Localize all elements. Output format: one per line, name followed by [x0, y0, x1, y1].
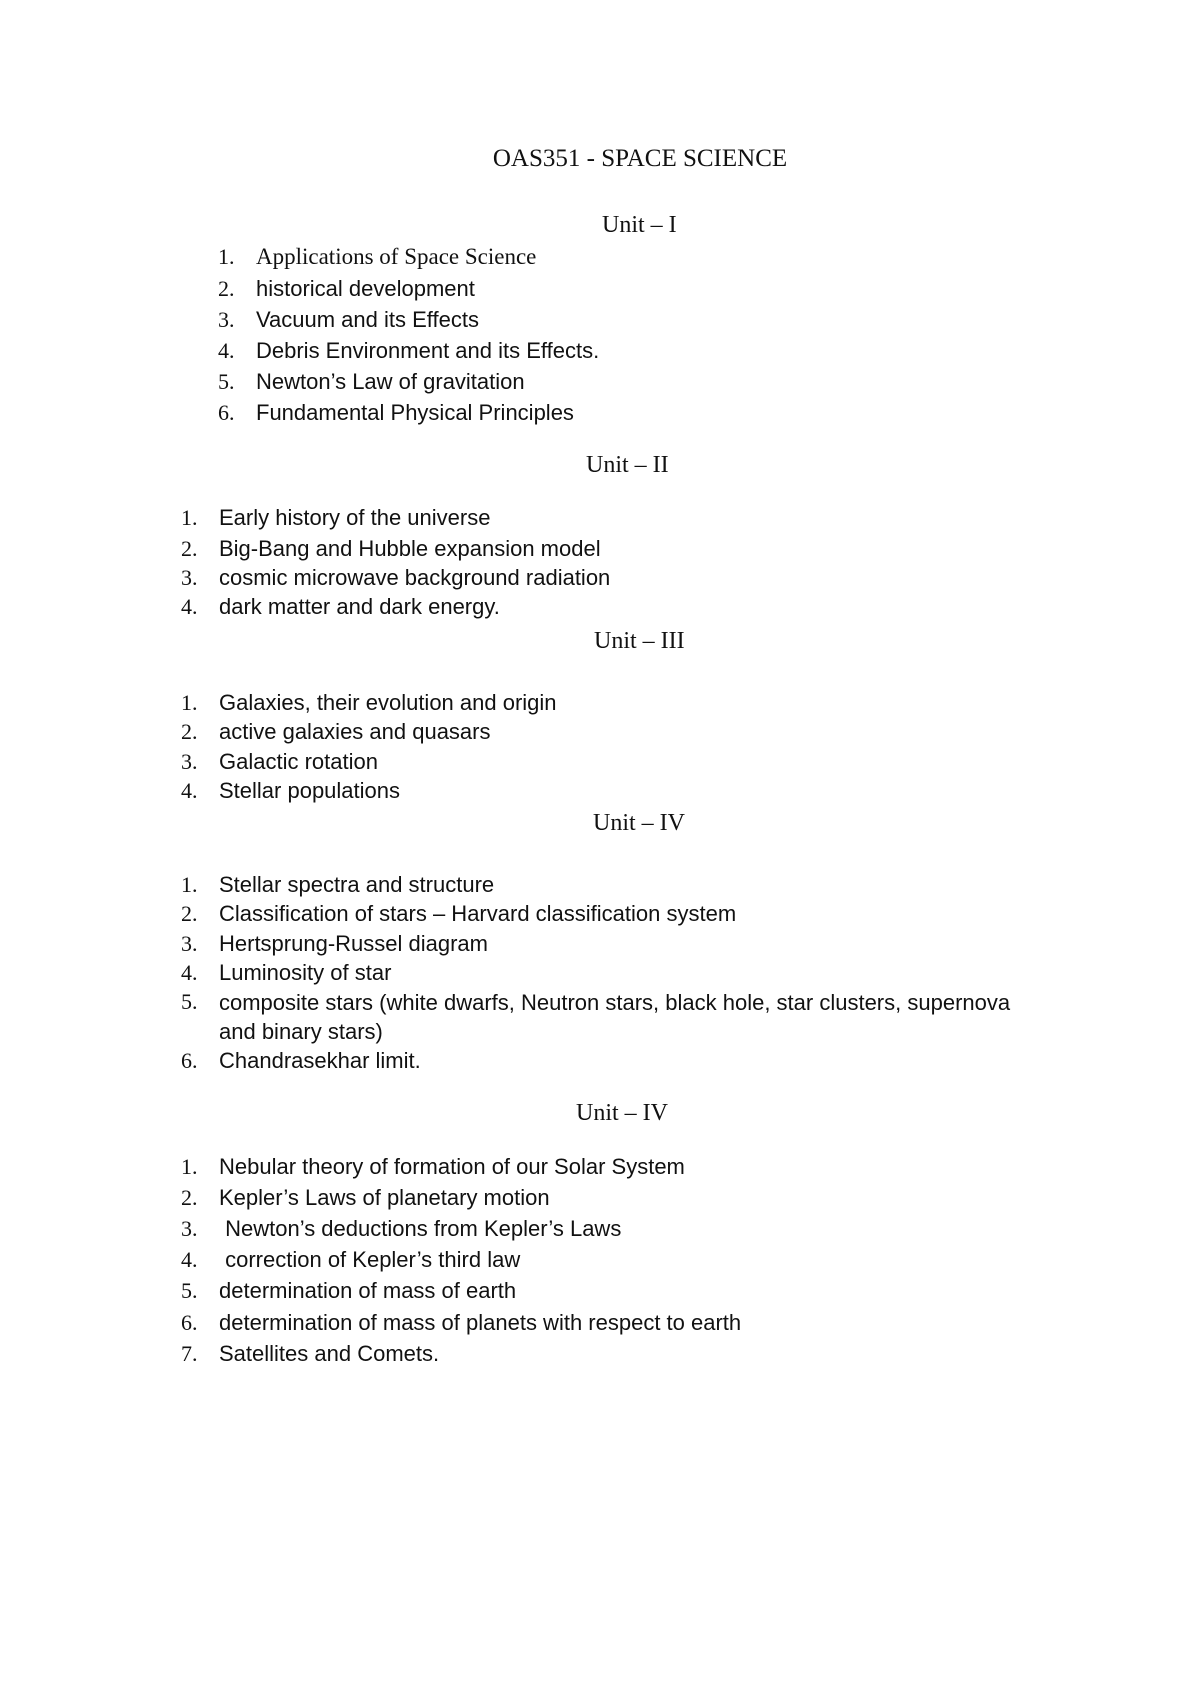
list-item-number: 4.: [181, 594, 198, 619]
list-item-number: 3.: [181, 1216, 198, 1241]
list-item-number: 2.: [181, 536, 198, 561]
list-item-number: 5.: [181, 1278, 198, 1303]
list-item-number: 3.: [181, 565, 198, 590]
list-item-text: Hertsprung-Russel diagram: [219, 931, 488, 956]
list-item-number: 6.: [218, 400, 235, 425]
list-item-number: 3.: [181, 931, 198, 956]
list-item-number: 4.: [181, 1247, 198, 1272]
list-item-text: Fundamental Physical Principles: [256, 400, 574, 425]
document-title: OAS351 - SPACE SCIENCE: [492, 145, 788, 172]
list-item-number: 1.: [218, 244, 235, 269]
list-item-text: Applications of Space Science: [256, 244, 537, 269]
list-item-number: 2.: [181, 901, 198, 926]
list-item-text: Stellar spectra and structure: [219, 872, 495, 897]
list-item-text: Galactic rotation: [219, 749, 378, 774]
unit-2-heading: Unit – II: [586, 452, 669, 478]
list-item-text: cosmic microwave background radiation: [219, 565, 611, 590]
list-item-text: Galaxies, their evolution and origin: [219, 690, 557, 715]
list-item-text: composite stars (white dwarfs, Neutron stars, black hole, star clusters, supernova and binary stars): [219, 990, 1011, 1044]
list-item-number: 2.: [181, 719, 198, 744]
list-item-text: dark matter and dark energy.: [219, 594, 500, 619]
list-item-number: 5.: [218, 369, 235, 394]
list-item-number: 7.: [181, 1341, 198, 1366]
list-item-number: 3.: [218, 307, 235, 332]
list-item-text: Luminosity of star: [219, 960, 392, 985]
list-item-text: Newton’s deductions from Kepler’s Laws: [219, 1216, 622, 1241]
unit-3-heading: Unit – III: [594, 628, 685, 654]
list-item-text: Chandrasekhar limit.: [219, 1048, 421, 1073]
unit-4-heading: Unit – IV: [593, 810, 685, 836]
list-item-text: Kepler’s Laws of planetary motion: [219, 1185, 550, 1210]
list-item-number: 1.: [181, 505, 198, 530]
list-item-text: Nebular theory of formation of our Solar System: [219, 1154, 685, 1179]
list-item-number: 2.: [181, 1185, 198, 1210]
list-item-number: 4.: [218, 338, 235, 363]
unit-1-heading: Unit – I: [602, 212, 677, 238]
list-item-number: 4.: [181, 960, 198, 985]
list-item-text: determination of mass of earth: [219, 1278, 517, 1303]
list-item-text: Debris Environment and its Effects.: [256, 338, 600, 363]
list-item-text: Stellar populations: [219, 778, 401, 803]
list-item-number: 4.: [181, 778, 198, 803]
list-item-number: 1.: [181, 690, 198, 715]
list-item-text: correction of Kepler’s third law: [219, 1247, 521, 1272]
list-item-text: Vacuum and its Effects: [256, 307, 479, 332]
list-item-number: 5.: [181, 989, 198, 1014]
list-item-number: 2.: [218, 276, 235, 301]
list-item-number: 3.: [181, 749, 198, 774]
list-item-text: active galaxies and quasars: [219, 719, 491, 744]
list-item-number: 1.: [181, 1154, 198, 1179]
list-item-text: Satellites and Comets.: [219, 1341, 440, 1366]
list-item-text: Newton’s Law of gravitation: [256, 369, 525, 394]
unit-5-heading: Unit – IV: [576, 1100, 668, 1126]
list-item-text: determination of mass of planets with respect to earth: [219, 1310, 742, 1335]
list-item-text: Big-Bang and Hubble expansion model: [219, 536, 601, 561]
list-item-text: historical development: [256, 276, 475, 301]
list-item-text: Early history of the universe: [219, 505, 491, 530]
list-item-number: 6.: [181, 1048, 198, 1073]
list-item-number: 1.: [181, 872, 198, 897]
list-item-number: 6.: [181, 1310, 198, 1335]
list-item-text: Classification of stars – Harvard classification system: [219, 901, 737, 926]
